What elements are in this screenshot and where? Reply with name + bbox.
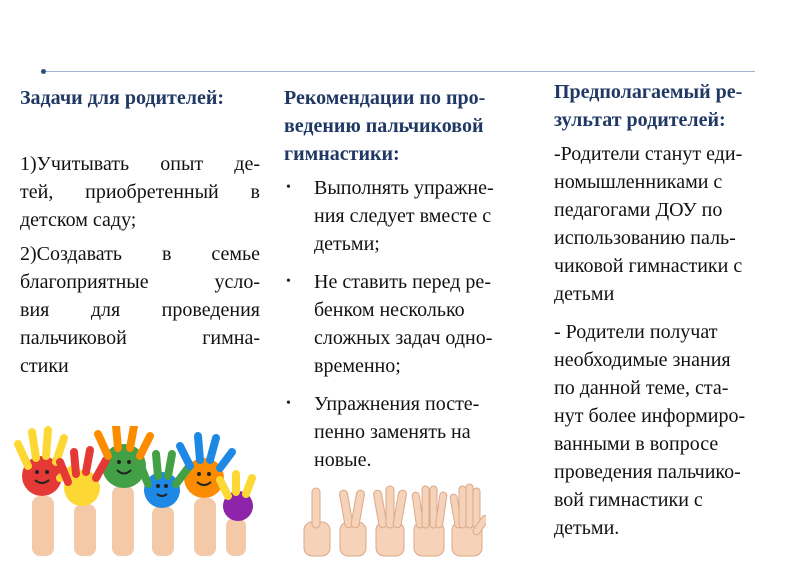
result-line: нут более информиро- <box>554 405 746 427</box>
task-1-line: 1)Учитывать опыт де- <box>20 153 260 175</box>
result-line: использованию паль- <box>554 227 736 249</box>
heading-line: ведению пальчиковой <box>284 115 484 137</box>
bullet-icon: • <box>286 396 291 411</box>
recommendations-heading <box>284 84 524 168</box>
recommendation-item <box>284 268 524 380</box>
task-2-line: пальчиковой гимна- <box>20 327 260 349</box>
painted-hands-image <box>12 426 258 556</box>
result-line: чиковой гимнастики с <box>554 255 743 277</box>
result-1 <box>554 140 784 308</box>
item-line: Не ставить перед ре- <box>314 271 491 293</box>
bullet-icon: • <box>286 274 291 289</box>
recommendation-item <box>284 174 524 258</box>
item-line: ния следует вместе с <box>314 205 492 227</box>
task-1-line: тей, приобретенный в <box>20 181 260 203</box>
task-2-line: стики <box>20 355 69 377</box>
heading-line: гимнастики: <box>284 143 400 165</box>
parents-tasks-column <box>20 84 260 380</box>
result-2 <box>554 318 784 542</box>
heading-line: Рекомендации по про- <box>284 87 486 109</box>
result-line: -Родители станут еди- <box>554 143 743 165</box>
recommendation-item <box>284 390 524 474</box>
expected-result-heading <box>554 78 784 134</box>
task-2-line: 2)Создавать в семье <box>20 243 260 265</box>
heading-line: зультат родителей: <box>554 109 726 131</box>
top-divider <box>43 71 755 72</box>
bullet-icon: • <box>286 180 291 195</box>
item-line: детьми; <box>314 233 380 255</box>
item-line: пенно заменять на <box>314 421 471 443</box>
item-line: Упражнения посте- <box>314 393 480 415</box>
result-line: детьми <box>554 283 615 305</box>
result-line: ванными в вопросе <box>554 433 719 455</box>
result-line: номышленниками с <box>554 171 723 193</box>
result-line: педагогами ДОУ по <box>554 199 723 221</box>
task-2-line: вия для проведения <box>20 299 260 321</box>
result-line: - Родители получат <box>554 321 718 343</box>
task-2 <box>20 240 260 380</box>
item-line: бенком несколько <box>314 299 465 321</box>
heading-line: Предполагаемый ре- <box>554 81 743 103</box>
counting-fingers-image <box>300 478 486 558</box>
item-line: сложных задач одно- <box>314 327 493 349</box>
expected-result-column <box>554 78 784 542</box>
result-line: вой гимнастики с <box>554 489 703 511</box>
result-line: проведения пальчико- <box>554 461 741 483</box>
task-1 <box>20 150 260 234</box>
divider-dot <box>41 69 46 74</box>
item-line: новые. <box>314 449 372 471</box>
parents-tasks-heading: Задачи для родителей: <box>20 87 225 109</box>
item-line: Выполнять упражне- <box>314 177 494 199</box>
result-line: детьми. <box>554 517 620 539</box>
result-line: по данной теме, ста- <box>554 377 729 399</box>
recommendations-column <box>284 84 524 474</box>
task-2-line: благоприятные усло- <box>20 271 260 293</box>
result-line: необходимые знания <box>554 349 731 371</box>
task-1-line: детском саду; <box>20 209 137 231</box>
item-line: временно; <box>314 355 401 377</box>
